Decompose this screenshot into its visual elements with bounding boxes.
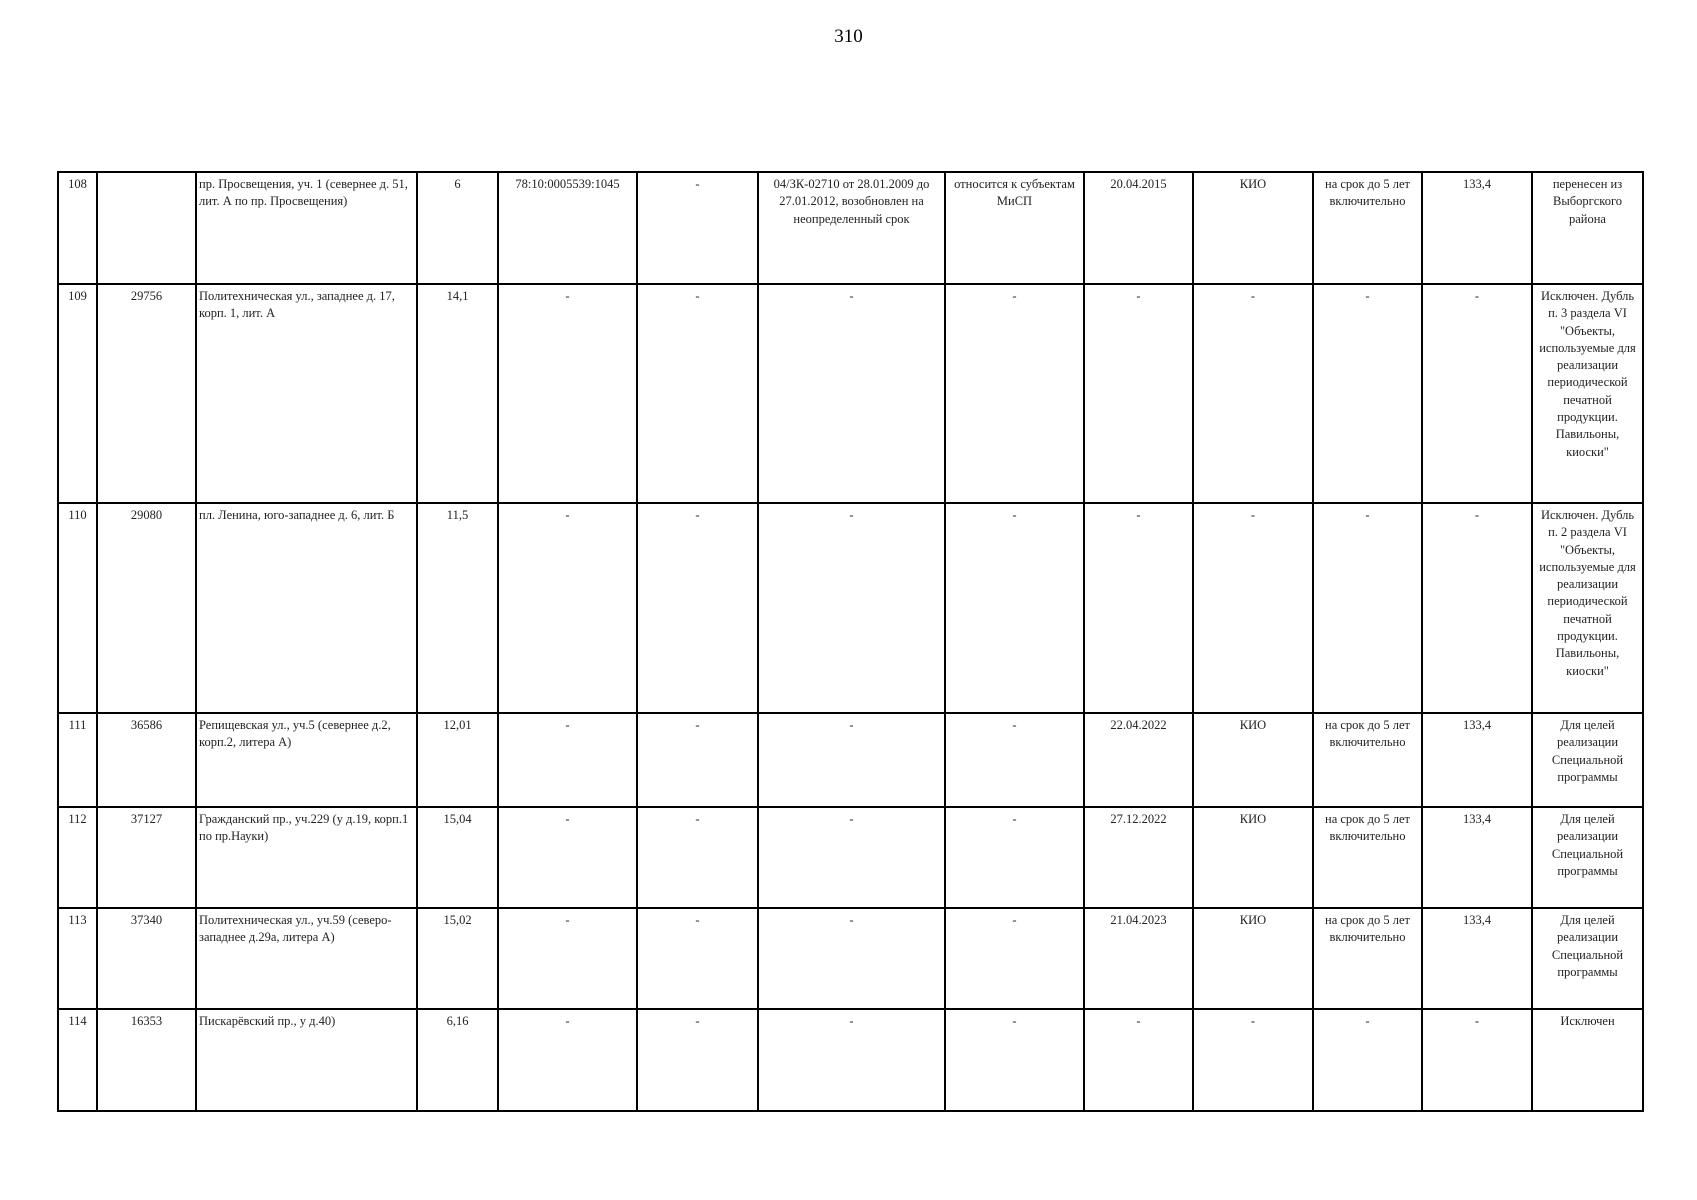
date-cell: 20.04.2015	[1084, 172, 1193, 284]
empty-value-cell: -	[637, 713, 758, 807]
table-row	[58, 908, 1643, 1009]
page-number: 310	[834, 26, 863, 47]
row-number-cell: 113	[58, 908, 97, 1009]
organization-cell: -	[1193, 284, 1313, 503]
row-number-cell: 108	[58, 172, 97, 284]
note-cell: Исключен. Дубль п. 2 раздела VI "Объекты, используемые для реализации периодической печатной продукции. Павильоны, киоски"	[1532, 503, 1643, 713]
contract-document-cell: -	[758, 1009, 945, 1111]
relation-cell: -	[945, 503, 1084, 713]
area-cell: 6	[417, 172, 498, 284]
note-cell: Исключен	[1532, 1009, 1643, 1111]
date-cell: 27.12.2022	[1084, 807, 1193, 908]
area-cell: 15,04	[417, 807, 498, 908]
table-row	[58, 503, 1643, 713]
rate-cell: -	[1422, 284, 1532, 503]
organization-cell: -	[1193, 503, 1313, 713]
address-cell: Репищевская ул., уч.5 (севернее д.2, корп.2, литера А)	[196, 713, 417, 807]
date-cell: -	[1084, 503, 1193, 713]
contract-document-cell: -	[758, 284, 945, 503]
date-cell: -	[1084, 284, 1193, 503]
contract-document-cell: -	[758, 503, 945, 713]
address-cell: пл. Ленина, юго-западнее д. 6, лит. Б	[196, 503, 417, 713]
term-cell: -	[1313, 503, 1422, 713]
rate-cell: -	[1422, 503, 1532, 713]
relation-cell: -	[945, 713, 1084, 807]
rate-cell: 133,4	[1422, 807, 1532, 908]
note-cell: Исключен. Дубль п. 3 раздела VI "Объекты, используемые для реализации периодической печатной продукции. Павильоны, киоски"	[1532, 284, 1643, 503]
area-cell: 11,5	[417, 503, 498, 713]
address-cell: Политехническая ул., западнее д. 17, корп. 1, лит. А	[196, 284, 417, 503]
rate-cell: 133,4	[1422, 908, 1532, 1009]
rate-cell: 133,4	[1422, 713, 1532, 807]
object-code-cell: 29080	[97, 503, 196, 713]
note-cell: Для целей реализации Специальной программы	[1532, 908, 1643, 1009]
rate-cell: -	[1422, 1009, 1532, 1111]
row-number-cell: 112	[58, 807, 97, 908]
empty-value-cell: -	[637, 503, 758, 713]
object-code-cell: 37127	[97, 807, 196, 908]
row-number-cell: 111	[58, 713, 97, 807]
relation-cell: -	[945, 284, 1084, 503]
contract-document-cell: 04/ЗК-02710 от 28.01.2009 до 27.01.2012, возобновлен на неопределенный срок	[758, 172, 945, 284]
cadastral-number-cell: 78:10:0005539:1045	[498, 172, 637, 284]
table-row	[58, 1009, 1643, 1111]
empty-value-cell: -	[637, 284, 758, 503]
term-cell: на срок до 5 лет включительно	[1313, 908, 1422, 1009]
cadastral-number-cell: -	[498, 284, 637, 503]
address-cell: Гражданский пр., уч.229 (у д.19, корп.1 по пр.Науки)	[196, 807, 417, 908]
relation-cell: -	[945, 807, 1084, 908]
object-code-cell: 37340	[97, 908, 196, 1009]
contract-document-cell: -	[758, 713, 945, 807]
registry-table	[57, 171, 1644, 1112]
cadastral-number-cell: -	[498, 908, 637, 1009]
table-row	[58, 172, 1643, 284]
address-cell: Политехническая ул., уч.59 (северо-западнее д.29а, литера А)	[196, 908, 417, 1009]
term-cell: -	[1313, 1009, 1422, 1111]
row-number-cell: 109	[58, 284, 97, 503]
area-cell: 12,01	[417, 713, 498, 807]
term-cell: на срок до 5 лет включительно	[1313, 172, 1422, 284]
cadastral-number-cell: -	[498, 1009, 637, 1111]
term-cell: на срок до 5 лет включительно	[1313, 713, 1422, 807]
object-code-cell: 36586	[97, 713, 196, 807]
cadastral-number-cell: -	[498, 713, 637, 807]
organization-cell: КИО	[1193, 807, 1313, 908]
cadastral-number-cell: -	[498, 503, 637, 713]
contract-document-cell: -	[758, 908, 945, 1009]
contract-document-cell: -	[758, 807, 945, 908]
object-code-cell: 16353	[97, 1009, 196, 1111]
table-row	[58, 807, 1643, 908]
organization-cell: КИО	[1193, 908, 1313, 1009]
empty-value-cell: -	[637, 172, 758, 284]
note-cell: Для целей реализации Специальной программы	[1532, 807, 1643, 908]
term-cell: на срок до 5 лет включительно	[1313, 807, 1422, 908]
area-cell: 15,02	[417, 908, 498, 1009]
note-cell: перенесен из Выборгского района	[1532, 172, 1643, 284]
relation-cell: -	[945, 908, 1084, 1009]
date-cell: 21.04.2023	[1084, 908, 1193, 1009]
relation-cell: -	[945, 1009, 1084, 1111]
area-cell: 6,16	[417, 1009, 498, 1111]
organization-cell: -	[1193, 1009, 1313, 1111]
organization-cell: КИО	[1193, 172, 1313, 284]
area-cell: 14,1	[417, 284, 498, 503]
object-code-cell: 29756	[97, 284, 196, 503]
rate-cell: 133,4	[1422, 172, 1532, 284]
empty-value-cell: -	[637, 807, 758, 908]
table-row	[58, 713, 1643, 807]
table-row	[58, 284, 1643, 503]
row-number-cell: 114	[58, 1009, 97, 1111]
cadastral-number-cell: -	[498, 807, 637, 908]
date-cell: 22.04.2022	[1084, 713, 1193, 807]
term-cell: -	[1313, 284, 1422, 503]
address-cell: пр. Просвещения, уч. 1 (севернее д. 51, лит. А по пр. Просвещения)	[196, 172, 417, 284]
empty-value-cell: -	[637, 908, 758, 1009]
address-cell: Пискарёвский пр., у д.40)	[196, 1009, 417, 1111]
empty-value-cell: -	[637, 1009, 758, 1111]
organization-cell: КИО	[1193, 713, 1313, 807]
relation-cell: относится к субъектам МиСП	[945, 172, 1084, 284]
date-cell: -	[1084, 1009, 1193, 1111]
note-cell: Для целей реализации Специальной программы	[1532, 713, 1643, 807]
row-number-cell: 110	[58, 503, 97, 713]
object-code-cell	[97, 172, 196, 284]
